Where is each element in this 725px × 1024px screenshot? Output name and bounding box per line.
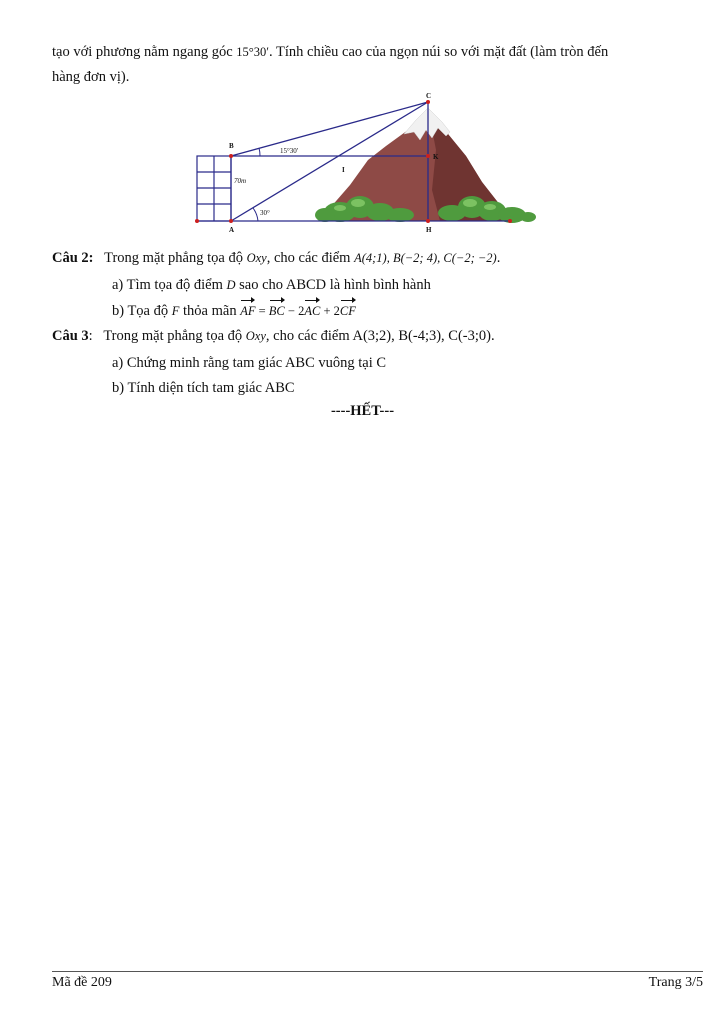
angle-arc-top: [259, 148, 260, 156]
end-mark: ----HẾT---: [330, 403, 395, 419]
label-A: A: [229, 226, 235, 234]
question-3-label: Câu 3: [52, 328, 89, 344]
question-3b: b) Tính diện tích tam giác ABC: [112, 380, 295, 396]
label-B: B: [229, 142, 234, 150]
minus-two: − 2: [284, 304, 305, 318]
q3-text-b: , cho các điểm A(3;2), B(-4;3), C(-3;0).: [265, 328, 495, 344]
mountain-figure: [190, 90, 540, 235]
q2b-var: F: [171, 304, 180, 318]
q2-points: A(4;1), B(−2; 4), C(−2; −2): [354, 251, 497, 265]
label-K: K: [433, 153, 439, 161]
question-2: [52, 248, 689, 268]
q2b-text-2: thỏa mãn: [179, 303, 241, 319]
label-I: I: [342, 166, 345, 174]
intro-text: tạo với phương nằm ngang góc: [52, 44, 237, 60]
vector-BC: BC: [269, 301, 285, 321]
vector-AF: AF: [240, 301, 255, 321]
question-2a: [112, 275, 689, 295]
vector-AC: AC: [304, 301, 320, 321]
q3-text: Trong mặt phẳng tọa độ: [103, 328, 246, 344]
equals-sign: =: [255, 304, 269, 318]
footer-page-number: Trang 3/5: [648, 975, 703, 990]
question-3: [52, 326, 689, 346]
q2-text: Trong mặt phẳng tọa độ: [104, 250, 247, 266]
question-2b: [112, 301, 689, 321]
question-2-label: Câu 2:: [52, 250, 94, 266]
q3-colon: :: [88, 328, 93, 344]
angle-label-bottom: 30°: [260, 209, 270, 217]
building-grid: [197, 156, 231, 221]
plus-two: + 2: [320, 304, 340, 318]
intro-line-2: hàng đơn vị).: [52, 69, 130, 85]
question-3a: a) Chứng minh rằng tam giác ABC vuông tại C: [112, 355, 387, 371]
label-H: H: [426, 226, 432, 234]
angle-label-top: 15°30′: [280, 147, 299, 155]
intro-text-cont: . Tính chiều cao của ngọn núi so với mặt đất (làm tròn đến: [269, 44, 609, 60]
intro-line-1: [52, 42, 689, 62]
q2a-text-2: sao cho ABCD là hình bình hành: [235, 277, 431, 293]
label-C: C: [426, 92, 432, 100]
footer-divider: [52, 971, 703, 972]
angle-value: 15°30′: [236, 45, 270, 59]
q2-oxy: Oxy: [246, 251, 267, 265]
q2a-text: a) Tìm tọa độ điểm: [112, 277, 227, 293]
angle-arc-bottom: [253, 208, 258, 221]
height-label: 70m: [234, 177, 247, 185]
vector-CF: CF: [340, 301, 356, 321]
q2b-text: b) Tọa độ: [112, 303, 172, 319]
q2a-var: D: [226, 278, 236, 292]
footer-exam-code: Mã đề 209: [52, 975, 112, 990]
q2-text-b: , cho các điểm: [266, 250, 355, 266]
q3-oxy: Oxy: [245, 329, 266, 343]
q2-period: .: [496, 250, 501, 266]
